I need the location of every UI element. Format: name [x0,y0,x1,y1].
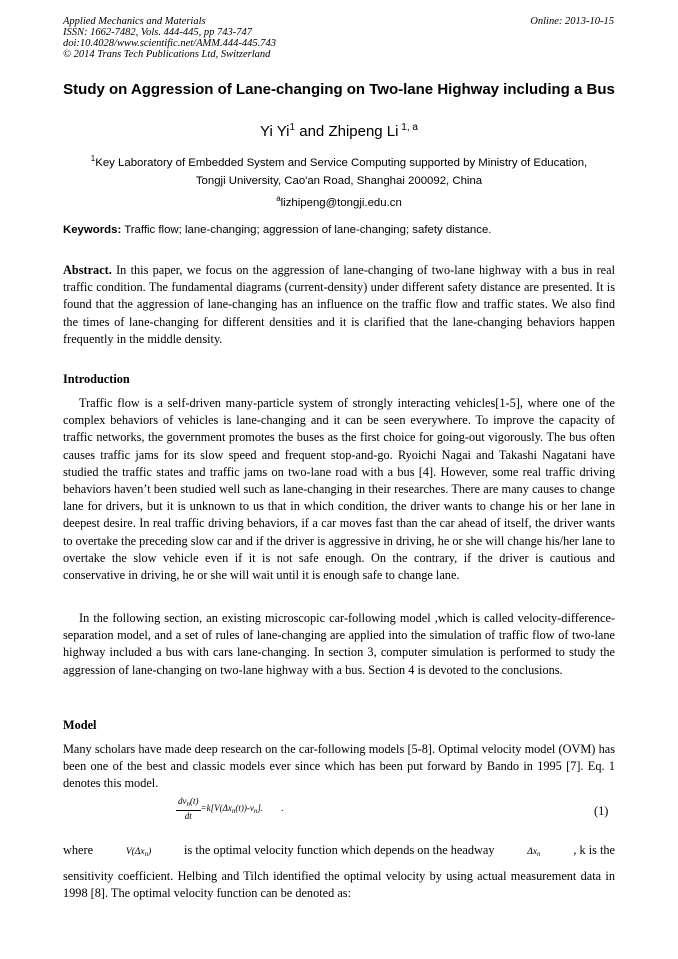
equation-number: (1) [594,804,609,818]
online-date: Online: 2013-10-15 [530,16,614,27]
abstract [63,262,615,348]
affiliation-line-1 [63,150,615,172]
journal-name: Applied Mechanics and Materials [63,16,206,27]
model-paragraph-1: Many scholars have made deep research on the car-following models [5-8]. Optimal velocity model (OVM) has been one of the best and classic models ever since which has been put forward by Bando in 1995 [7]. Eq. 1 denotes this model. [63,742,615,791]
introduction-heading: Introduction [63,372,130,386]
where-tail-text: , k is the [573,843,615,857]
keywords-text: Traffic flow; lane-changing; aggression of lane-changing; safety distance. [121,224,492,236]
equation-fraction [176,796,201,822]
ov-symbol-sub: n [144,850,149,858]
ov-symbol-a: V(Δx [125,847,145,857]
equation-denominator: dt [184,811,192,821]
abstract-label: Abstract. [63,263,112,277]
keywords [63,224,615,236]
keywords-label: Keywords: [63,224,122,236]
optimal-velocity-symbol [126,844,151,863]
author-email: lizhipeng@tongji.edu.cn [280,196,402,209]
journal-doi: doi:10.4028/www.scientific.net/AMM.444-445.743 [63,38,276,49]
equation-1 [176,796,283,822]
eq-num-tail: (t) [190,796,199,806]
headway-symbol-a: Δx [527,847,538,857]
eq-num-dv: dv [178,796,187,806]
affiliation-text-1: Key Laboratory of Embedded System and Service Computing supported by Ministry of Education, [95,156,588,169]
eq-rhs-sub2: n [253,807,258,815]
eq-rhs-c: ]. [257,803,264,813]
journal-meta [63,16,276,60]
author-2: Zhipeng Li [328,123,399,140]
journal-issn: ISSN: 1662-7482, Vols. 444-445, pp 743-747 [63,27,252,38]
abstract-text: In this paper, we focus on the aggression of lane-changing of two-lane highway with a bus in real traffic condition. The fundamental diagrams (current-density) under different safety distance are presented. It is found that the aggression of lane-changing has an influence on the traffic flow and traffic states. We also find the times of lane-changing for different densities and it is clarified that the lane-changing behaviors happen frequently in the middle density. [63,263,615,346]
equation-rhs [201,803,284,813]
paper-title: Study on Aggression of Lane-changing on Two-lane Highway including a Bus [63,81,615,98]
affiliation-email-line [63,190,615,212]
eq-num-sub: n [186,800,190,808]
eq-rhs-sub1: n [231,807,236,815]
introduction-paragraph-2: In the following section, an existing microscopic car-following model ,which is called velocity-difference-separation model, and a set of rules of lane-changing are applied into the simulation of traffic flow of two-lane highway included a bus with cars lane-changing. In section 3, computer simulation is performed to study the aggression of lane-changing on two-lane highway with a bus. Section 4 is devoted to the conclusions. [63,611,615,677]
eq-rhs-b: (t))-v [235,803,254,813]
affiliation-marker: 1 [90,154,96,163]
eq-rhs-a: =k[V(Δx [200,803,232,813]
model-where-line [63,842,615,863]
affiliation-line-2: Tongji University, Cao'an Road, Shanghai 200092, China [195,174,483,187]
headway-symbol [527,844,540,863]
author-1-affil: 1 [289,122,296,133]
ov-symbol-close: ) [148,847,152,857]
author-line [63,122,615,140]
model-heading: Model [63,718,97,732]
author-2-affil: 1, a [398,122,418,133]
author-connector: and [295,123,329,140]
model-paragraph-3: sensitivity coefficient. Helbing and Tilch identified the optimal velocity by using actual measurement data in 1998 [8]. The optimal velocity function can be denoted as: [63,869,615,901]
where-word: where [63,843,94,857]
where-middle-text: is the optimal velocity function which depends on the headway [184,843,495,857]
affiliation [63,150,615,212]
introduction-paragraph-1: Traffic flow is a self-driven many-particle system of strongly interacting vehicles[1-5], where one of the complex behaviors of vehicles is lane-changing and it can be seen everywhere. To improve the capacity of traffic networks, the government promotes the buses as the first choice for going-out vigorously. The bus often causes traffic jams for its slow speed and frequent stop-and-go. Ryoichi Nagai and Takashi Nagatani have studied the traffic states and traffic jams on two-lane road with a bus [4]. However, some real traffic driving behaviors haven’t been studied well such as lane-changing in their researches. There are many causes to change lane for drivers, but it is unknown to us that in which condition, the driver wants to change his or her lane in deepest desire. In real traffic driving behaviors, if a car moves fast than the car ahead of itself, the driver wants to overtake the preceding slow car and if the driver is aggressive in driving, he or she will change his/her lane to overtake the slow vehicle even if it is not safe enough. On the contrary, if the driver is cautious and conservative in driving, he or she will wait until it is enough safe to change lane. [63,396,615,583]
journal-copyright: © 2014 Trans Tech Publications Ltd, Switzerland [63,49,271,60]
headway-symbol-sub: n [537,850,541,858]
author-1: Yi Yi [260,123,290,140]
eq-dot: . [281,803,284,813]
equation-numerator [176,796,201,811]
email-marker: a [276,193,281,203]
